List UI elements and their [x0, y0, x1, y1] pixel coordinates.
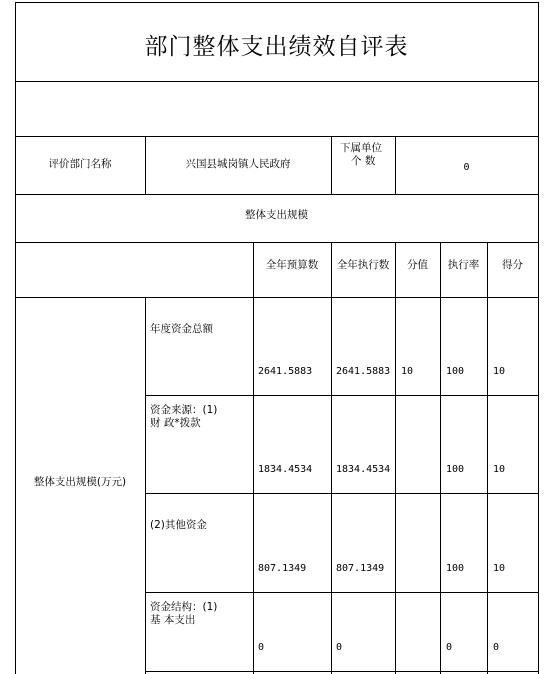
dept-name-label: 评价部门名称 — [48, 158, 112, 170]
dept-value-divider — [331, 136, 332, 194]
row-label-line1: 资金来源：(1) — [150, 404, 218, 416]
table-border-left — [15, 2, 16, 674]
rate-col-divider — [440, 242, 441, 674]
row-score: 0 — [493, 642, 500, 653]
table-border-right — [538, 2, 539, 674]
row-score: 10 — [493, 563, 506, 574]
column-header-rate: 执行率 — [447, 259, 480, 271]
row-executed: 2641.5883 — [336, 366, 391, 377]
row-score: 10 — [493, 464, 506, 475]
column-header-score: 得分 — [502, 259, 523, 271]
row-budget: 1834.4534 — [258, 464, 313, 475]
row-rate: 100 — [446, 366, 465, 377]
row-label: 年度资金总额 — [150, 323, 213, 335]
dept-row-bottom-border — [15, 194, 539, 195]
group-label: 整体支出规模(万元) — [33, 476, 127, 488]
row-executed: 0 — [336, 642, 343, 653]
table-border-top — [15, 2, 539, 3]
row-rate: 100 — [446, 563, 465, 574]
column-header-score-value: 分值 — [407, 259, 428, 271]
row-label-line1: 资金结构：(1) — [150, 601, 218, 613]
row-executed: 807.1349 — [336, 563, 385, 574]
row3-bottom-border — [145, 592, 539, 593]
dept-name-value: 兴国县城岗镇人民政府 — [185, 158, 291, 170]
section-title: 整体支出规模 — [245, 209, 308, 221]
blank-row-bottom-border — [15, 136, 539, 137]
budget-col-divider — [253, 242, 254, 674]
sub-units-label-line2: 个 数 — [351, 155, 376, 167]
section-row-bottom-border — [15, 242, 539, 243]
score-value-col-divider — [395, 242, 396, 674]
row-label-line2: 基 本支出 — [150, 614, 196, 626]
row-budget: 0 — [258, 642, 265, 653]
row-executed: 1834.4534 — [336, 464, 391, 475]
row1-bottom-border — [145, 395, 539, 396]
sub-units-label-line1: 下属单位 — [340, 142, 382, 154]
row-rate: 0 — [446, 642, 453, 653]
row-label-line2: 财 政*拨款 — [150, 417, 201, 429]
column-header-bottom-border — [15, 297, 539, 298]
group-label-divider — [145, 297, 146, 674]
score-col-divider — [487, 242, 488, 674]
row-label: (2)其他资金 — [150, 519, 207, 531]
executed-col-divider — [331, 242, 332, 674]
row-budget: 2641.5883 — [258, 366, 313, 377]
title-row-bottom-border — [15, 81, 539, 82]
row-budget: 807.1349 — [258, 563, 307, 574]
column-header-budget: 全年预算数 — [265, 259, 319, 271]
row-score-value: 10 — [401, 366, 414, 377]
row-score: 10 — [493, 366, 506, 377]
row4-bottom-border — [145, 671, 539, 672]
form-title: 部门整体支出绩效自评表 — [144, 34, 409, 60]
sub-units-value: 0 — [463, 162, 470, 173]
column-header-executed: 全年执行数 — [336, 259, 390, 271]
row-rate: 100 — [446, 464, 465, 475]
row2-bottom-border — [145, 493, 539, 494]
